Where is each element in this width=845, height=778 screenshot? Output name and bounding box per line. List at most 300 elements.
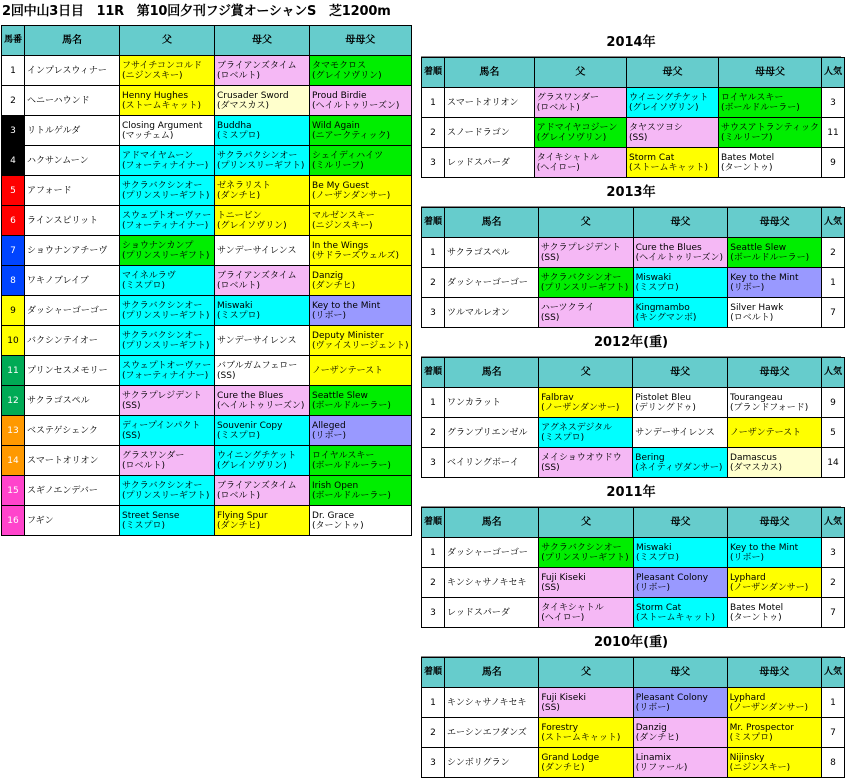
finish-position: 2	[422, 718, 445, 748]
sire-cell-line: (SS)	[541, 462, 560, 473]
finish-position: 2	[422, 418, 445, 448]
dam-dam-sire-cell-name: Tourangeau	[730, 392, 783, 403]
popularity: 5	[821, 418, 844, 448]
header-damsire: 母母父	[310, 26, 411, 56]
horse-name: ワキノブレイブ	[25, 266, 120, 296]
dam-sire-cell-line: (ロベルト)	[217, 70, 261, 81]
past-header-row	[422, 58, 845, 88]
dam-dam-sire-cell	[310, 266, 411, 296]
sire-cell	[539, 448, 633, 478]
sire-cell	[120, 86, 215, 116]
sire-cell-name: サクラバクシンオー	[122, 180, 203, 191]
entry-row	[2, 56, 412, 86]
dam-dam-sire-cell-line: (ニアークティック)	[312, 130, 391, 141]
post-number: 13	[2, 416, 25, 446]
post-number: 10	[2, 326, 25, 356]
dam-dam-sire-cell	[310, 506, 411, 536]
dam-dam-sire-cell-line: (ヴァイスリージェント)	[312, 340, 409, 351]
sire-cell	[120, 176, 215, 206]
sire-cell-name: スウェプトオーヴァー	[122, 210, 212, 221]
finish-position: 1	[422, 88, 445, 118]
dam-sire-cell-line: (ロベルト)	[217, 490, 261, 501]
entry-row	[2, 326, 412, 356]
past-row	[422, 448, 845, 478]
sire-cell-line: (ストームキャット)	[541, 732, 621, 743]
sire-cell-name: マイネルラヴ	[122, 270, 176, 281]
dam-dam-sire-cell	[727, 688, 821, 718]
header-popularity: 人気	[821, 208, 844, 238]
dam-sire-cell-line: (ネイティヴダンサー)	[635, 462, 723, 473]
past-table	[421, 207, 845, 328]
dam-sire-cell-name: ブライアンズタイム	[217, 480, 297, 491]
sire-cell-name: Fuji Kiseki	[541, 572, 586, 583]
dam-dam-sire-cell-name: Bates Motel	[730, 602, 784, 613]
sire-cell-line: (プリンスリーギフト)	[122, 250, 210, 261]
sire-cell-name: フサイチコンコルド	[122, 60, 203, 71]
dam-sire-cell-name: Crusader Sword	[217, 90, 289, 101]
dam-dam-sire-cell-name: Mr. Prospector	[729, 722, 794, 733]
sire-cell-line: (フォーティナイナー)	[122, 220, 209, 231]
sire-cell-line: (グレイソヴリン)	[536, 132, 607, 143]
past-table	[421, 357, 845, 478]
dam-dam-sire-cell-line: (リボー)	[730, 282, 765, 293]
post-number: 9	[2, 296, 25, 326]
post-number: 2	[2, 86, 25, 116]
dam-dam-sire-cell-line: (ロベルト)	[730, 312, 774, 323]
dam-sire-cell	[215, 326, 310, 356]
dam-sire-cell-name: ウイニングチケット	[217, 450, 297, 461]
dam-dam-sire-cell-line: (ミルリーフ)	[312, 160, 364, 171]
sire-cell-line: (SS)	[122, 430, 141, 441]
dam-sire-cell	[627, 148, 719, 178]
sire-cell-line: (SS)	[541, 582, 560, 593]
dam-sire-cell-name: Flying Spur	[217, 510, 268, 521]
dam-sire-cell	[633, 238, 728, 268]
past-row	[422, 118, 845, 148]
entry-row	[2, 236, 412, 266]
dam-sire-cell-line: (ミスプロ)	[217, 430, 261, 441]
sire-cell-name: メイショウオウドウ	[541, 452, 622, 463]
horse-name: スマートオリオン	[25, 446, 120, 476]
dam-dam-sire-cell-name: Danzig	[312, 270, 344, 281]
entry-table	[1, 25, 412, 536]
post-number: 7	[2, 236, 25, 266]
sire-cell-line: (ニジンスキー)	[122, 70, 183, 81]
sire-cell	[120, 146, 215, 176]
dam-dam-sire-cell-line: (ミルリーフ)	[720, 132, 773, 143]
dam-sire-cell-line: (ダンチヒ)	[635, 732, 679, 743]
popularity: 2	[821, 238, 844, 268]
dam-sire-cell-line: (SS)	[629, 132, 648, 143]
post-number: 14	[2, 446, 25, 476]
horse-name: ワンカラット	[445, 388, 539, 418]
dam-dam-sire-cell	[728, 418, 822, 448]
dam-sire-cell	[215, 296, 310, 326]
dam-dam-sire-cell-name: Irish Open	[312, 480, 359, 491]
sire-cell-name: サクラバクシンオー	[540, 272, 622, 283]
dam-dam-sire-cell-line: (グレイソヴリン)	[312, 70, 382, 81]
sire-cell-line: (ダンチヒ)	[541, 762, 585, 773]
dam-sire-cell-name: タヤスツヨシ	[629, 122, 683, 133]
dam-dam-sire-cell	[310, 86, 411, 116]
sire-cell-name: Street Sense	[122, 510, 180, 521]
dam-sire-cell-line: (デリングドゥ)	[635, 402, 696, 413]
past-row	[422, 568, 845, 598]
dam-dam-sire-cell	[310, 176, 411, 206]
header-damsire: 母母父	[727, 658, 821, 688]
horse-name: スノードラゴン	[445, 118, 535, 148]
dam-sire-cell-line: (ダンチヒ)	[217, 190, 261, 201]
popularity: 3	[821, 538, 844, 568]
sire-cell	[120, 236, 215, 266]
horse-name: シンボリグラン	[445, 748, 539, 778]
dam-dam-sire-cell	[310, 416, 411, 446]
post-number: 6	[2, 206, 25, 236]
post-number: 5	[2, 176, 25, 206]
past-row	[422, 298, 845, 328]
dam-sire-cell	[215, 416, 310, 446]
dam-dam-sire-cell	[718, 118, 821, 148]
dam-sire-cell	[633, 748, 727, 778]
dam-sire-cell-name: サンデーサイレンス	[217, 245, 297, 256]
header-gate: 着順	[422, 208, 445, 238]
sire-cell-line: (ヘイロー)	[541, 612, 585, 623]
dam-dam-sire-cell-name: マルゼンスキー	[312, 210, 375, 221]
past-row	[422, 538, 845, 568]
finish-position: 1	[422, 688, 445, 718]
header-damsire: 母母父	[728, 358, 822, 388]
entry-row	[2, 296, 412, 326]
horse-name: ツルマルレオン	[445, 298, 539, 328]
sire-cell-line: (ノーザンダンサー)	[541, 402, 620, 413]
finish-position: 1	[422, 238, 445, 268]
dam-sire-cell-name: Miswaki	[217, 300, 253, 311]
header-gate: 着順	[422, 58, 445, 88]
dam-sire-cell-name: Danzig	[635, 722, 667, 733]
dam-sire-cell-line: (リボー)	[635, 702, 670, 713]
horse-name: レッドスパーダ	[445, 148, 535, 178]
sire-cell	[120, 446, 215, 476]
header-popularity: 人気	[821, 358, 844, 388]
dam-dam-sire-cell	[310, 296, 411, 326]
sire-cell	[120, 206, 215, 236]
sire-cell	[539, 718, 633, 748]
horse-name: ハクサンムーン	[25, 146, 120, 176]
dam-dam-sire-cell	[718, 88, 821, 118]
dam-sire-cell	[633, 388, 728, 418]
sire-cell	[539, 688, 633, 718]
finish-position: 3	[422, 298, 445, 328]
horse-name: レッドスパーダ	[445, 598, 539, 628]
header-damsire: 母母父	[728, 508, 822, 538]
post-number: 15	[2, 476, 25, 506]
dam-dam-sire-cell-line: (ブランドフォード)	[730, 402, 809, 413]
header-damsire: 母母父	[728, 208, 822, 238]
dam-sire-cell-line: (グレイソヴリン)	[217, 220, 287, 231]
header-gate: 着順	[422, 358, 445, 388]
dam-sire-cell-line: (リファール)	[635, 762, 688, 773]
sire-cell-line: (ミスプロ)	[122, 280, 166, 291]
dam-sire-cell-name: Pleasant Colony	[635, 572, 709, 583]
dam-dam-sire-cell-name: Silver Hawk	[730, 302, 784, 313]
dam-dam-sire-cell	[728, 598, 822, 628]
past-table	[421, 507, 845, 628]
dam-dam-sire-cell-name: Deputy Minister	[312, 330, 384, 341]
dam-dam-sire-cell-name: シェイディハイツ	[312, 150, 384, 161]
sire-cell-line: (プリンスリーギフト)	[122, 340, 210, 351]
dam-dam-sire-cell-name: Lyphard	[729, 692, 766, 703]
dam-dam-sire-cell	[310, 146, 411, 176]
dam-dam-sire-cell-name: Bates Motel	[720, 152, 775, 163]
popularity: 1	[821, 688, 844, 718]
sire-cell-line: (フォーティナイナー)	[122, 160, 209, 171]
dam-dam-sire-cell-line: (ボールドルーラー)	[720, 102, 800, 113]
dam-sire-cell-name: Storm Cat	[629, 152, 675, 163]
dam-dam-sire-cell-name: Nijinsky	[729, 752, 765, 763]
dam-sire-cell	[215, 446, 310, 476]
popularity: 7	[821, 298, 844, 328]
dam-dam-sire-cell-line: (ターントゥ)	[720, 162, 773, 173]
finish-position: 2	[422, 268, 445, 298]
dam-dam-sire-cell-line: (ノーザンダンサー)	[730, 582, 809, 593]
sire-cell-name: Forestry	[541, 722, 579, 733]
sire-cell-line: (プリンスリーギフト)	[541, 552, 629, 563]
post-number: 4	[2, 146, 25, 176]
horse-name: ダッシャーゴーゴー	[445, 538, 539, 568]
dam-sire-cell	[215, 116, 310, 146]
header-horse: 馬名	[445, 658, 539, 688]
popularity: 9	[821, 388, 844, 418]
dam-dam-sire-cell-name: ノーザンテースト	[312, 365, 384, 376]
past-row	[422, 388, 845, 418]
sire-cell-line: (ロベルト)	[536, 102, 580, 113]
entry-row	[2, 86, 412, 116]
past-row	[422, 718, 845, 748]
dam-sire-cell	[627, 118, 719, 148]
header-popularity: 人気	[821, 658, 844, 688]
past-table	[421, 657, 845, 778]
dam-dam-sire-cell-name: Alleged	[312, 420, 346, 431]
sire-cell	[539, 418, 633, 448]
horse-name: スギノエンデバー	[25, 476, 120, 506]
dam-sire-cell-line: (ミスプロ)	[217, 130, 261, 141]
dam-dam-sire-cell-line: (リボー)	[312, 310, 347, 321]
dam-sire-cell-name: ウイニングチケット	[629, 92, 709, 103]
popularity: 7	[821, 718, 844, 748]
dam-sire-cell-line: (ミスプロ)	[217, 310, 261, 321]
entry-table-body	[2, 26, 412, 536]
sire-cell-name: Henny Hughes	[122, 90, 189, 101]
dam-sire-cell-line: (ストームキャット)	[635, 612, 715, 623]
sire-cell	[120, 356, 215, 386]
sire-cell-name: Falbrav	[541, 392, 574, 403]
dam-dam-sire-cell-line: (サドラーズウェルズ)	[312, 250, 399, 261]
dam-dam-sire-cell-name: ノーザンテースト	[730, 427, 802, 438]
dam-sire-cell-line: (グレイソヴリン)	[217, 460, 287, 471]
past-row	[422, 688, 845, 718]
dam-dam-sire-cell-name: Seattle Slew	[312, 390, 368, 401]
past-header-row	[422, 508, 845, 538]
dam-dam-sire-cell-line: (ボールドルーラー)	[312, 460, 391, 471]
post-number: 16	[2, 506, 25, 536]
dam-dam-sire-cell	[718, 148, 821, 178]
sire-cell-line: (ストームキャット)	[122, 100, 202, 111]
dam-dam-sire-cell-line: (ヘイルトゥリーズン)	[312, 100, 400, 111]
dam-dam-sire-cell	[728, 568, 822, 598]
dam-sire-cell	[633, 268, 728, 298]
dam-sire-cell-line: (SS)	[217, 370, 236, 381]
dam-dam-sire-cell	[727, 748, 821, 778]
finish-position: 1	[422, 388, 445, 418]
sire-cell	[534, 148, 626, 178]
horse-name: ベイリングボーイ	[445, 448, 539, 478]
dam-dam-sire-cell-name: ロイヤルスキー	[312, 450, 375, 461]
sire-cell	[534, 118, 626, 148]
sire-cell-name: Closing Argument	[122, 120, 203, 131]
dam-sire-cell	[633, 598, 727, 628]
sire-cell-name: アドマイヤムーン	[122, 150, 194, 161]
dam-dam-sire-cell	[728, 538, 822, 568]
dam-sire-cell-name: Cure the Blues	[635, 242, 702, 253]
sire-cell-name: サクラプレジデント	[122, 390, 202, 401]
dam-dam-sire-cell-line: (ボールドルーラー)	[312, 490, 391, 501]
dam-sire-cell	[215, 206, 310, 236]
popularity: 9	[821, 148, 844, 178]
finish-position: 3	[422, 448, 445, 478]
year-heading: 2014年	[421, 30, 841, 57]
dam-dam-sire-cell-name: Damascus	[730, 452, 777, 463]
past-row	[422, 238, 845, 268]
sire-cell-name: サクラバクシンオー	[122, 480, 203, 491]
dam-sire-cell-line: (ヘイルトゥリーズン)	[635, 252, 723, 263]
horse-name: サクラゴスペル	[445, 238, 539, 268]
header-sire: 父	[539, 658, 633, 688]
sire-cell-name: タイキシャトル	[541, 602, 604, 613]
dam-sire-cell	[215, 266, 310, 296]
finish-position: 3	[422, 148, 445, 178]
header-gate: 着順	[422, 658, 445, 688]
sire-cell-line: (SS)	[541, 702, 560, 713]
dam-dam-sire-cell-line: (ニジンスキー)	[312, 220, 373, 231]
header-sire: 父	[539, 358, 633, 388]
dam-dam-sire-cell	[310, 356, 411, 386]
dam-dam-sire-cell-line: (ターントゥ)	[312, 520, 364, 531]
dam-dam-sire-cell-name: ロイヤルスキー	[720, 92, 784, 103]
dam-dam-sire-cell-line: (ボールドルーラー)	[730, 252, 810, 263]
header-horse: 馬名	[445, 358, 539, 388]
dam-dam-sire-cell-line: (リボー)	[312, 430, 347, 441]
sire-cell	[538, 238, 633, 268]
finish-position: 2	[422, 568, 445, 598]
horse-name: ベステゲシェンク	[25, 416, 120, 446]
header-sire: 父	[534, 58, 626, 88]
header-dam: 母父	[633, 658, 727, 688]
dam-dam-sire-cell	[310, 476, 411, 506]
dam-sire-cell-name: Miswaki	[635, 272, 672, 283]
sire-cell	[120, 266, 215, 296]
page-title: 2回中山3日目 11R 第10回夕刊フジ賞オーシャンS 芝1200m	[2, 4, 391, 19]
sire-cell-line: (SS)	[540, 312, 560, 323]
dam-dam-sire-cell-line: (ニジンスキー)	[729, 762, 791, 773]
dam-sire-cell-line: (グレイソヴリン)	[629, 102, 699, 113]
dam-sire-cell	[627, 88, 719, 118]
horse-name: ショウナンアチーヴ	[25, 236, 120, 266]
dam-dam-sire-cell-line: (ダマスカス)	[730, 462, 783, 473]
dam-dam-sire-cell-line: (ノーザンダンサー)	[729, 702, 808, 713]
dam-dam-sire-cell-name: Key to the Mint	[730, 542, 799, 553]
dam-dam-sire-cell	[728, 298, 822, 328]
header-gate: 着順	[422, 508, 445, 538]
dam-dam-sire-cell	[728, 388, 822, 418]
sire-cell-line: (ロベルト)	[122, 460, 166, 471]
sire-cell	[120, 296, 215, 326]
popularity: 3	[821, 88, 844, 118]
popularity: 7	[821, 598, 844, 628]
dam-sire-cell	[215, 86, 310, 116]
sire-cell-line: (プリンスリーギフト)	[122, 190, 210, 201]
dam-dam-sire-cell-name: Be My Guest	[312, 180, 369, 191]
sire-cell-line: (ミスプロ)	[122, 520, 166, 531]
dam-sire-cell-line: (ロベルト)	[217, 280, 261, 291]
dam-sire-cell-name: Pleasant Colony	[635, 692, 708, 703]
sire-cell-name: サクラバクシンオー	[122, 300, 203, 311]
entry-row	[2, 146, 412, 176]
sire-cell	[539, 538, 634, 568]
header-umaban: 馬番	[2, 26, 25, 56]
dam-dam-sire-cell-name: Dr. Grace	[312, 510, 355, 521]
sire-cell-name: グラスワンダー	[122, 450, 185, 461]
dam-sire-cell	[633, 538, 727, 568]
header-horse: 馬名	[445, 58, 535, 88]
dam-dam-sire-cell-name: タマモクロス	[312, 60, 367, 71]
dam-dam-sire-cell-name: Key to the Mint	[312, 300, 381, 311]
entry-row	[2, 356, 412, 386]
sire-cell	[539, 598, 634, 628]
popularity: 8	[821, 748, 844, 778]
dam-sire-cell	[215, 506, 310, 536]
dam-dam-sire-cell-line: (ボールドルーラー)	[312, 400, 391, 411]
dam-sire-cell-name: Pistolet Bleu	[635, 392, 692, 403]
dam-dam-sire-cell-line: (ダンチヒ)	[312, 280, 356, 291]
year-heading: 2011年	[421, 480, 841, 507]
dam-dam-sire-cell-name: サウスアトランティック	[720, 122, 819, 133]
past-row	[422, 148, 845, 178]
sire-cell	[120, 506, 215, 536]
sire-cell-name: ハーツクライ	[540, 302, 595, 313]
dam-dam-sire-cell	[728, 238, 822, 268]
dam-sire-cell	[215, 356, 310, 386]
dam-dam-sire-cell-name: Key to the Mint	[730, 272, 799, 283]
dam-sire-cell	[633, 718, 727, 748]
dam-dam-sire-cell	[728, 448, 822, 478]
post-number: 11	[2, 356, 25, 386]
sire-cell	[120, 326, 215, 356]
horse-name: バクシンテイオー	[25, 326, 120, 356]
past-row	[422, 598, 845, 628]
horse-name: アフォード	[25, 176, 120, 206]
dam-sire-cell-name: サンデーサイレンス	[635, 427, 715, 438]
dam-sire-cell-line: (プリンスリーギフト)	[217, 160, 305, 171]
dam-sire-cell-name: Cure the Blues	[217, 390, 284, 401]
dam-dam-sire-cell	[310, 326, 411, 356]
dam-sire-cell-name: Bering	[635, 452, 665, 463]
post-number: 3	[2, 116, 25, 146]
sire-cell	[120, 56, 215, 86]
horse-name: リトルゲルダ	[25, 116, 120, 146]
dam-sire-cell-name: ブライアンズタイム	[217, 60, 297, 71]
header-horse: 馬名	[25, 26, 120, 56]
year-heading: 2012年(重)	[421, 330, 841, 357]
